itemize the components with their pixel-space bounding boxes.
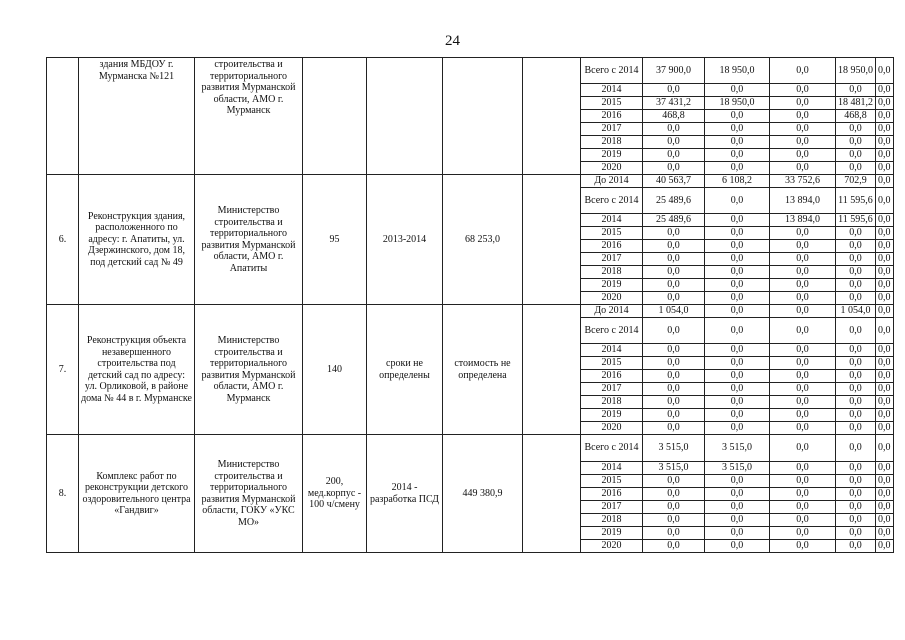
value-cell: 0,0 — [876, 475, 894, 488]
value-cell: 0,0 — [876, 97, 894, 110]
value-cell: 0,0 — [770, 540, 836, 553]
value-cell: 0,0 — [836, 292, 876, 305]
object-name: здания МБДОУ г. Мурманска №121 — [79, 58, 195, 175]
value-cell: 0,0 — [705, 318, 770, 344]
value-cell: 0,0 — [770, 253, 836, 266]
value-cell: 702,9 — [836, 175, 876, 188]
year-cell: 2014 — [581, 84, 643, 97]
value-cell: 0,0 — [876, 123, 894, 136]
estimated-cost — [443, 58, 523, 175]
value-cell: 0,0 — [705, 514, 770, 527]
value-cell: 0,0 — [643, 422, 705, 435]
value-cell: 0,0 — [643, 149, 705, 162]
value-cell: 0,0 — [770, 501, 836, 514]
value-cell: 0,0 — [705, 540, 770, 553]
value-cell: 0,0 — [643, 240, 705, 253]
value-cell: 0,0 — [705, 357, 770, 370]
year-cell: 2018 — [581, 266, 643, 279]
value-cell: 0,0 — [836, 422, 876, 435]
value-cell: 0,0 — [643, 123, 705, 136]
year-cell: 2018 — [581, 396, 643, 409]
value-cell: 0,0 — [770, 488, 836, 501]
table-row — [47, 175, 894, 188]
value-cell: 0,0 — [836, 240, 876, 253]
value-cell: 0,0 — [643, 279, 705, 292]
value-cell: 0,0 — [836, 253, 876, 266]
value-cell: 0,0 — [770, 149, 836, 162]
value-cell: 0,0 — [876, 462, 894, 475]
value-cell: 0,0 — [705, 188, 770, 214]
value-cell: 0,0 — [705, 396, 770, 409]
period: 2014 - разработка ПСД — [367, 435, 443, 553]
empty-cell — [523, 305, 581, 435]
value-cell: 18 481,2 — [836, 97, 876, 110]
customer-name: Министерство строительства и территориального развития Мурманской области, ГОКУ «УКС МО» — [195, 435, 303, 553]
object-name: Реконструкция здания, расположенного по адресу: г. Апатиты, ул. Дзержинского, дом 18, под детский сад № 49 — [79, 175, 195, 305]
year-cell: 2020 — [581, 422, 643, 435]
year-cell: 2017 — [581, 253, 643, 266]
row-number — [47, 58, 79, 175]
value-cell: 0,0 — [836, 136, 876, 149]
year-cell: До 2014 — [581, 305, 643, 318]
value-cell: 0,0 — [836, 370, 876, 383]
value-cell: 3 515,0 — [705, 462, 770, 475]
year-cell: 2015 — [581, 97, 643, 110]
value-cell: 1 054,0 — [836, 305, 876, 318]
value-cell: 0,0 — [876, 435, 894, 462]
value-cell: 0,0 — [770, 279, 836, 292]
year-cell: 2019 — [581, 149, 643, 162]
value-cell: 0,0 — [876, 488, 894, 501]
value-cell: 0,0 — [876, 370, 894, 383]
value-cell: 0,0 — [770, 409, 836, 422]
value-cell: 0,0 — [643, 370, 705, 383]
empty-cell — [523, 435, 581, 553]
capacity: 140 — [303, 305, 367, 435]
value-cell: 0,0 — [836, 357, 876, 370]
table-row — [47, 305, 894, 318]
value-cell: 0,0 — [643, 475, 705, 488]
value-cell: 0,0 — [876, 292, 894, 305]
year-cell: 2015 — [581, 475, 643, 488]
value-cell: 0,0 — [836, 488, 876, 501]
year-cell: 2016 — [581, 110, 643, 123]
value-cell: 0,0 — [836, 149, 876, 162]
value-cell: 0,0 — [770, 514, 836, 527]
value-cell: 0,0 — [836, 344, 876, 357]
value-cell: 33 752,6 — [770, 175, 836, 188]
value-cell: 0,0 — [876, 136, 894, 149]
value-cell: 18 950,0 — [705, 58, 770, 84]
value-cell: 25 489,6 — [643, 214, 705, 227]
value-cell: 0,0 — [643, 396, 705, 409]
year-cell: 2016 — [581, 488, 643, 501]
value-cell: 468,8 — [643, 110, 705, 123]
value-cell: 0,0 — [770, 370, 836, 383]
value-cell: 0,0 — [705, 214, 770, 227]
value-cell: 0,0 — [643, 501, 705, 514]
value-cell: 3 515,0 — [705, 435, 770, 462]
value-cell: 0,0 — [876, 266, 894, 279]
value-cell: 468,8 — [836, 110, 876, 123]
year-cell: 2019 — [581, 527, 643, 540]
value-cell: 0,0 — [770, 422, 836, 435]
value-cell: 0,0 — [836, 540, 876, 553]
value-cell: 0,0 — [770, 527, 836, 540]
value-cell: 0,0 — [876, 110, 894, 123]
value-cell: 0,0 — [643, 514, 705, 527]
value-cell: 0,0 — [770, 240, 836, 253]
value-cell: 0,0 — [643, 383, 705, 396]
year-cell: 2020 — [581, 162, 643, 175]
empty-cell — [523, 175, 581, 305]
value-cell: 0,0 — [705, 266, 770, 279]
year-cell: 2014 — [581, 462, 643, 475]
year-cell: 2019 — [581, 409, 643, 422]
year-cell: Всего с 2014 — [581, 188, 643, 214]
value-cell: 3 515,0 — [643, 462, 705, 475]
estimated-cost: 68 253,0 — [443, 175, 523, 305]
value-cell: 0,0 — [876, 58, 894, 84]
year-cell: 2016 — [581, 370, 643, 383]
object-name: Реконструкция объекта незавершенного строительства под детский сад по адресу: ул. Орликовой, в районе дома № 44 в г. Мурманске — [79, 305, 195, 435]
value-cell: 0,0 — [705, 501, 770, 514]
value-cell: 0,0 — [705, 84, 770, 97]
value-cell: 0,0 — [836, 383, 876, 396]
value-cell: 0,0 — [705, 383, 770, 396]
value-cell: 0,0 — [770, 110, 836, 123]
value-cell: 0,0 — [836, 266, 876, 279]
year-cell: 2015 — [581, 227, 643, 240]
value-cell: 0,0 — [705, 475, 770, 488]
value-cell: 0,0 — [643, 409, 705, 422]
value-cell: 0,0 — [770, 136, 836, 149]
table-row — [47, 435, 894, 462]
value-cell: 0,0 — [836, 162, 876, 175]
value-cell: 0,0 — [876, 318, 894, 344]
customer-name: строительства и территориального развития Мурманской области, АМО г. Мурманск — [195, 58, 303, 175]
value-cell: 18 950,0 — [836, 58, 876, 84]
year-cell: 2020 — [581, 540, 643, 553]
object-name: Комплекс работ по реконструкции детского оздоровительного центра «Гандвиг» — [79, 435, 195, 553]
year-cell: 2014 — [581, 344, 643, 357]
value-cell: 0,0 — [876, 279, 894, 292]
estimated-cost: стоимость не определена — [443, 305, 523, 435]
value-cell: 0,0 — [705, 292, 770, 305]
value-cell: 0,0 — [643, 292, 705, 305]
value-cell: 0,0 — [770, 318, 836, 344]
value-cell: 0,0 — [705, 488, 770, 501]
value-cell: 0,0 — [836, 435, 876, 462]
value-cell: 13 894,0 — [770, 188, 836, 214]
value-cell: 0,0 — [876, 240, 894, 253]
value-cell: 0,0 — [770, 58, 836, 84]
value-cell: 11 595,6 — [836, 214, 876, 227]
value-cell: 0,0 — [643, 527, 705, 540]
year-cell: Всего с 2014 — [581, 435, 643, 462]
investment-table — [46, 57, 894, 553]
year-cell: 2014 — [581, 214, 643, 227]
value-cell: 0,0 — [643, 266, 705, 279]
value-cell: 6 108,2 — [705, 175, 770, 188]
value-cell: 0,0 — [705, 162, 770, 175]
value-cell: 0,0 — [705, 409, 770, 422]
value-cell: 11 595,6 — [836, 188, 876, 214]
value-cell: 0,0 — [836, 318, 876, 344]
capacity: 200, мед.корпус - 100 ч/смену — [303, 435, 367, 553]
row-number: 7. — [47, 305, 79, 435]
year-cell: До 2014 — [581, 175, 643, 188]
value-cell: 0,0 — [876, 175, 894, 188]
value-cell: 0,0 — [836, 409, 876, 422]
year-cell: 2020 — [581, 292, 643, 305]
value-cell: 0,0 — [876, 305, 894, 318]
value-cell: 0,0 — [705, 136, 770, 149]
value-cell: 37 431,2 — [643, 97, 705, 110]
customer-name: Министерство строительства и территориального развития Мурманской области, АМО г. Апатиты — [195, 175, 303, 305]
year-cell: 2017 — [581, 383, 643, 396]
value-cell: 25 489,6 — [643, 188, 705, 214]
value-cell: 0,0 — [770, 227, 836, 240]
value-cell: 0,0 — [643, 136, 705, 149]
value-cell: 0,0 — [836, 279, 876, 292]
value-cell: 0,0 — [876, 527, 894, 540]
value-cell: 0,0 — [876, 188, 894, 214]
value-cell: 0,0 — [770, 396, 836, 409]
empty-cell — [523, 58, 581, 175]
year-cell: 2018 — [581, 136, 643, 149]
year-cell: 2017 — [581, 123, 643, 136]
value-cell: 0,0 — [705, 305, 770, 318]
year-cell: Всего с 2014 — [581, 58, 643, 84]
period: сроки не определены — [367, 305, 443, 435]
year-cell: 2016 — [581, 240, 643, 253]
value-cell: 0,0 — [705, 253, 770, 266]
year-cell: 2018 — [581, 514, 643, 527]
value-cell: 0,0 — [836, 396, 876, 409]
value-cell: 0,0 — [836, 462, 876, 475]
value-cell: 18 950,0 — [705, 97, 770, 110]
period — [367, 58, 443, 175]
value-cell: 0,0 — [643, 162, 705, 175]
value-cell: 0,0 — [705, 227, 770, 240]
value-cell: 0,0 — [836, 527, 876, 540]
row-number: 8. — [47, 435, 79, 553]
value-cell: 0,0 — [770, 462, 836, 475]
year-cell: Всего с 2014 — [581, 318, 643, 344]
value-cell: 0,0 — [836, 123, 876, 136]
value-cell: 37 900,0 — [643, 58, 705, 84]
value-cell: 0,0 — [770, 162, 836, 175]
value-cell: 0,0 — [770, 344, 836, 357]
value-cell: 0,0 — [876, 501, 894, 514]
value-cell: 0,0 — [705, 422, 770, 435]
value-cell: 0,0 — [770, 84, 836, 97]
row-number: 6. — [47, 175, 79, 305]
value-cell: 3 515,0 — [643, 435, 705, 462]
value-cell: 0,0 — [643, 253, 705, 266]
year-cell: 2019 — [581, 279, 643, 292]
value-cell: 0,0 — [876, 540, 894, 553]
period: 2013-2014 — [367, 175, 443, 305]
table-row — [47, 58, 894, 84]
value-cell: 0,0 — [836, 475, 876, 488]
value-cell: 0,0 — [705, 344, 770, 357]
value-cell: 0,0 — [770, 266, 836, 279]
value-cell: 0,0 — [770, 357, 836, 370]
value-cell: 1 054,0 — [643, 305, 705, 318]
value-cell: 0,0 — [876, 162, 894, 175]
page-number: 24 — [445, 33, 460, 49]
value-cell: 0,0 — [876, 344, 894, 357]
capacity: 95 — [303, 175, 367, 305]
value-cell: 0,0 — [876, 253, 894, 266]
value-cell: 0,0 — [876, 422, 894, 435]
customer-name: Министерство строительства и территориального развития Мурманской области, АМО г. Мурманск — [195, 305, 303, 435]
value-cell: 0,0 — [770, 292, 836, 305]
value-cell: 0,0 — [836, 84, 876, 97]
estimated-cost: 449 380,9 — [443, 435, 523, 553]
value-cell: 0,0 — [876, 409, 894, 422]
value-cell: 0,0 — [705, 123, 770, 136]
value-cell: 0,0 — [836, 227, 876, 240]
value-cell: 0,0 — [705, 527, 770, 540]
value-cell: 0,0 — [876, 149, 894, 162]
value-cell: 0,0 — [770, 123, 836, 136]
value-cell: 0,0 — [770, 305, 836, 318]
value-cell: 13 894,0 — [770, 214, 836, 227]
value-cell: 0,0 — [643, 344, 705, 357]
value-cell: 0,0 — [770, 475, 836, 488]
value-cell: 0,0 — [876, 514, 894, 527]
year-cell: 2015 — [581, 357, 643, 370]
value-cell: 40 563,7 — [643, 175, 705, 188]
value-cell: 0,0 — [643, 357, 705, 370]
value-cell: 0,0 — [705, 279, 770, 292]
capacity — [303, 58, 367, 175]
value-cell: 0,0 — [770, 97, 836, 110]
value-cell: 0,0 — [876, 383, 894, 396]
value-cell: 0,0 — [770, 383, 836, 396]
value-cell: 0,0 — [705, 149, 770, 162]
value-cell: 0,0 — [643, 488, 705, 501]
value-cell: 0,0 — [705, 110, 770, 123]
value-cell: 0,0 — [876, 227, 894, 240]
value-cell: 0,0 — [643, 84, 705, 97]
value-cell: 0,0 — [643, 540, 705, 553]
value-cell: 0,0 — [836, 501, 876, 514]
value-cell: 0,0 — [643, 318, 705, 344]
value-cell: 0,0 — [876, 396, 894, 409]
value-cell: 0,0 — [876, 357, 894, 370]
value-cell: 0,0 — [770, 435, 836, 462]
value-cell: 0,0 — [705, 370, 770, 383]
value-cell: 0,0 — [876, 214, 894, 227]
value-cell: 0,0 — [836, 514, 876, 527]
table-body — [47, 58, 894, 553]
value-cell: 0,0 — [643, 227, 705, 240]
value-cell: 0,0 — [876, 84, 894, 97]
year-cell: 2017 — [581, 501, 643, 514]
value-cell: 0,0 — [705, 240, 770, 253]
